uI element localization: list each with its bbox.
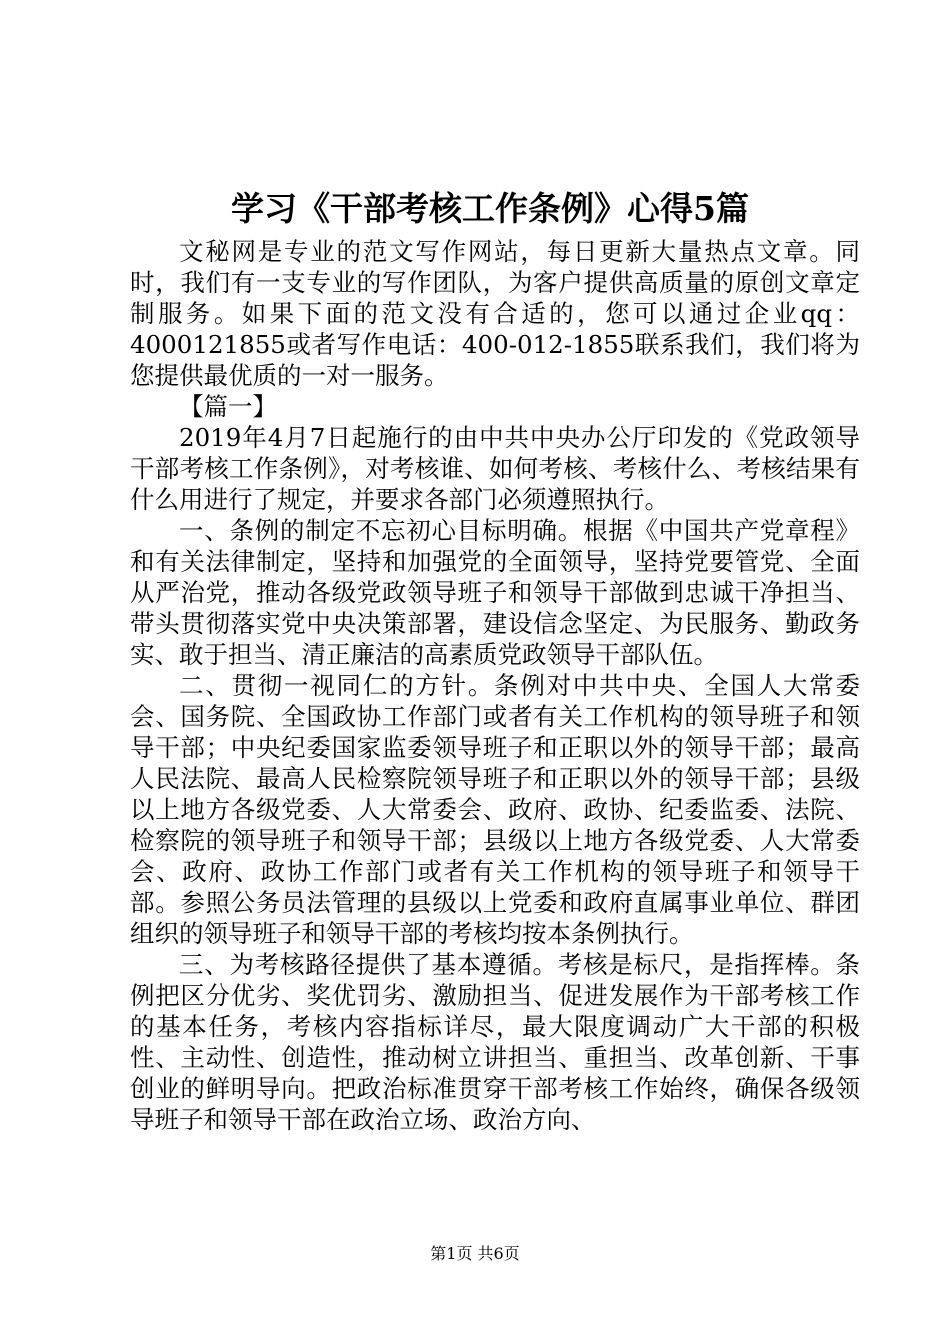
- section-heading: 【篇一】: [179, 392, 277, 421]
- body-paragraph: 一、条例的制定不忘初心目标明确。根据《中国共产党章程》和有关法律制定，坚持和加强党的全面领导，坚持党要管党、全面从严治党，推动各级党政领导班子和领导干部做到忠诚干净担当、带头贯彻落实党中央决策部署，建设信念坚定、为民服务、勤政务实、敢于担当、清正廉洁的高素质党政领导干部队伍。: [130, 516, 860, 669]
- body-paragraph: 2019年4月7日起施行的由中共中央办公厅印发的《党政领导干部考核工作条例》，对考核谁、如何考核、考核什么、考核结果有什么用进行了规定，并要求各部门必须遵照执行。: [130, 423, 860, 514]
- intro-paragraph: 文秘网是专业的范文写作网站，每日更新大量热点文章。同时，我们有一支专业的写作团队，为客户提供高质量的原创文章定制服务。如果下面的范文没有合适的，您可以通过企业qq：4000121855或者写作电话：400-012-1855联系我们，我们将为您提供最优质的一对一服务。: [130, 237, 860, 390]
- body-paragraph: 三、为考核路径提供了基本遵循。考核是标尺，是指挥棒。条例把区分优劣、奖优罚劣、激励担当、促进发展作为干部考核工作的基本任务，考核内容指标详尽，最大限度调动广大干部的积极性、主动性、创造性，推动树立讲担当、重担当、改革创新、干事创业的鲜明导向。把政治标准贯穿干部考核工作始终，确保各级领导班子和领导干部在政治立场、政治方向、: [130, 950, 860, 1134]
- document-body: [130, 236, 860, 1135]
- body-paragraph: 二、贯彻一视同仁的方针。条例对中共中央、全国人大常委会、国务院、全国政协工作部门或者有关工作机构的领导班子和领导干部；中央纪委国家监委领导班子和正职以外的领导干部；最高人民法院、最高人民检察院领导班子和正职以外的领导干部；县级以上地方各级党委、人大常委会、政府、政协、纪委监委、法院、检察院的领导班子和领导干部；县级以上地方各级党委、人大常委会、政府、政协工作部门或者有关工作机构的领导班子和领导干部。参照公务员法管理的县级以上党委和政府直属事业单位、群团组织的领导班子和领导干部的考核均按本条例执行。: [130, 671, 860, 948]
- page-title: 学习《干部考核工作条例》心得5篇: [231, 189, 749, 228]
- page-number-footer: 第1页 共6页: [430, 1244, 520, 1263]
